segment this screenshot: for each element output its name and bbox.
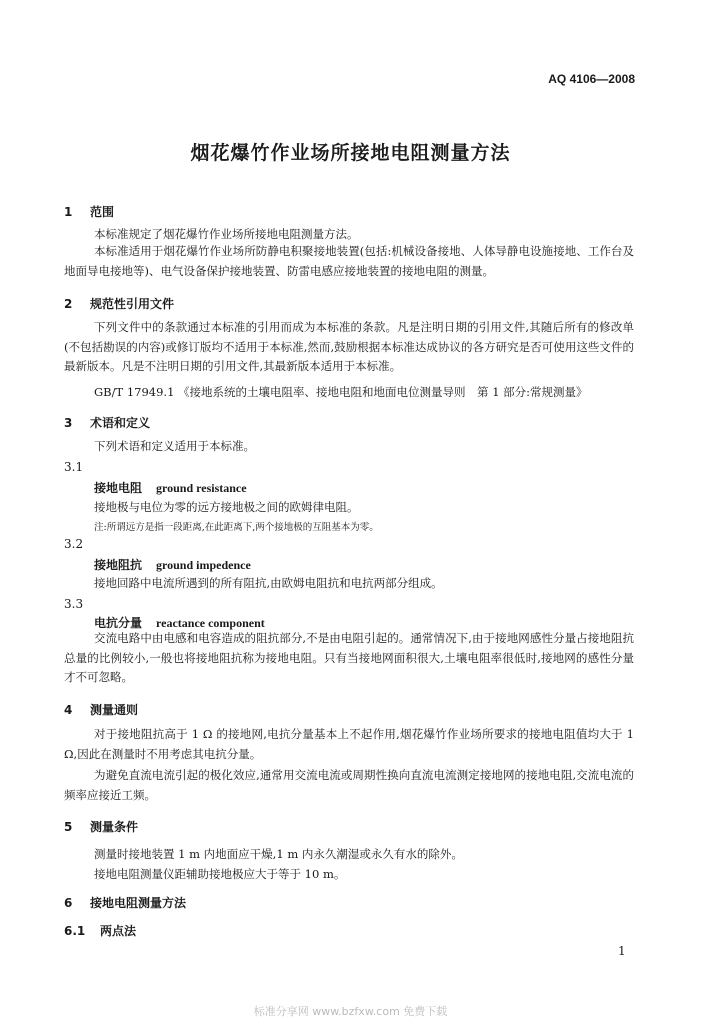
term-definition: 交流电路中由电感和电容造成的阻抗部分,不是由电阻引起的。通常情况下,由于接地网感性分量占接地阻抗总量的比例较小,一般也将接地阻抗称为接地电阻。只有当接地网面积很大,土壤电阻率很低时,接地网的感性分量才不可忽略。 bbox=[64, 631, 634, 684]
term-definition: 接地极与电位为零的远方接地极之间的欧姆律电阻。 bbox=[94, 500, 359, 514]
term-cn: 接地阻抗 bbox=[94, 558, 143, 572]
paragraph: 为避免直流电流引起的极化效应,通常用交流电流或周期性换向直流电流测定接地网的接地电阻,交流电流的频率应接近工频。 bbox=[64, 768, 634, 802]
page-title: 烟花爆竹作业场所接地电阻测量方法 bbox=[190, 142, 511, 164]
section-number: 5 bbox=[64, 820, 73, 834]
section-1-heading bbox=[64, 203, 114, 220]
term-number: 3.1 bbox=[64, 460, 84, 474]
term-number: 3.2 bbox=[64, 537, 84, 551]
section-3-heading bbox=[64, 414, 150, 431]
paragraph: 对于接地阻抗高于 1 Ω 的接地网,电抗分量基本上不起作用,烟花爆竹作业场所要求的接地电阻值均大于 1 Ω,因此在测量时不用考虑其电抗分量。 bbox=[64, 727, 634, 761]
section-5-heading bbox=[64, 818, 138, 835]
paragraph: 本标准适用于烟花爆竹作业场所防静电积聚接地装置(包括:机械设备接地、人体导静电设施接地、工作台及地面导电接地等)、电气设备保护接地装置、防雷电感应接地装置的接地电阻的测量。 bbox=[64, 244, 634, 278]
paragraph: 接地电阻测量仪距辅助接地极应大于等于 10 m。 bbox=[94, 867, 346, 881]
section-title: 接地电阻测量方法 bbox=[90, 896, 187, 910]
term-note: 注:所谓远方是指一段距离,在此距离下,两个接地极的互阻基本为零。 bbox=[94, 522, 379, 533]
term-cn: 电抗分量 bbox=[94, 616, 143, 630]
paragraph: 测量时接地装置 1 m 内地面应干燥,1 m 内永久潮湿或永久有水的除外。 bbox=[94, 847, 463, 861]
subsection-6-1-heading bbox=[64, 922, 136, 939]
section-2-heading bbox=[64, 295, 174, 312]
standard-number: AQ 4106—2008 bbox=[548, 72, 635, 86]
term-definition: 接地回路中电流所遇到的所有阻抗,由欧姆电阻抗和电抗两部分组成。 bbox=[94, 576, 443, 590]
normative-reference: GB/T 17949.1 《接地系统的土壤电阻率、接地电阻和地面电位测量导则 第 1 部分:常规测量》 bbox=[94, 385, 588, 399]
section-title: 测量条件 bbox=[90, 820, 139, 834]
section-4-heading bbox=[64, 701, 138, 718]
term-en: ground impedence bbox=[156, 558, 251, 572]
term-en: ground resistance bbox=[156, 481, 247, 495]
section-number: 6.1 bbox=[64, 924, 86, 938]
section-number: 4 bbox=[64, 703, 73, 717]
section-title: 测量通则 bbox=[90, 703, 139, 717]
section-title: 术语和定义 bbox=[90, 416, 151, 430]
section-title: 范围 bbox=[90, 205, 115, 219]
term-heading bbox=[94, 479, 247, 496]
section-number: 2 bbox=[64, 297, 73, 311]
term-number: 3.3 bbox=[64, 597, 84, 611]
section-title: 两点法 bbox=[100, 924, 137, 938]
section-number: 3 bbox=[64, 416, 73, 430]
term-en: reactance component bbox=[156, 616, 265, 630]
page-number: 1 bbox=[618, 944, 626, 958]
section-title: 规范性引用文件 bbox=[90, 297, 175, 311]
paragraph: 本标准规定了烟花爆竹作业场所接地电阻测量方法。 bbox=[94, 227, 359, 241]
paragraph: 下列文件中的条款通过本标准的引用而成为本标准的条款。凡是注明日期的引用文件,其随后所有的修改单(不包括勘误的内容)或修订版均不适用于本标准,然而,鼓励根据本标准达成协议的各方研究是否可使用这些文件的最新版本。凡是不注明日期的引用文件,其最新版本适用于本标准。 bbox=[64, 320, 634, 373]
term-heading bbox=[94, 556, 251, 573]
section-6-heading bbox=[64, 894, 186, 911]
watermark-footer: 标准分享网 www.bzfxw.com 免费下载 bbox=[253, 1005, 448, 1018]
term-cn: 接地电阻 bbox=[94, 481, 143, 495]
paragraph: 下列术语和定义适用于本标准。 bbox=[94, 439, 255, 453]
section-number: 1 bbox=[64, 205, 73, 219]
section-number: 6 bbox=[64, 896, 73, 910]
